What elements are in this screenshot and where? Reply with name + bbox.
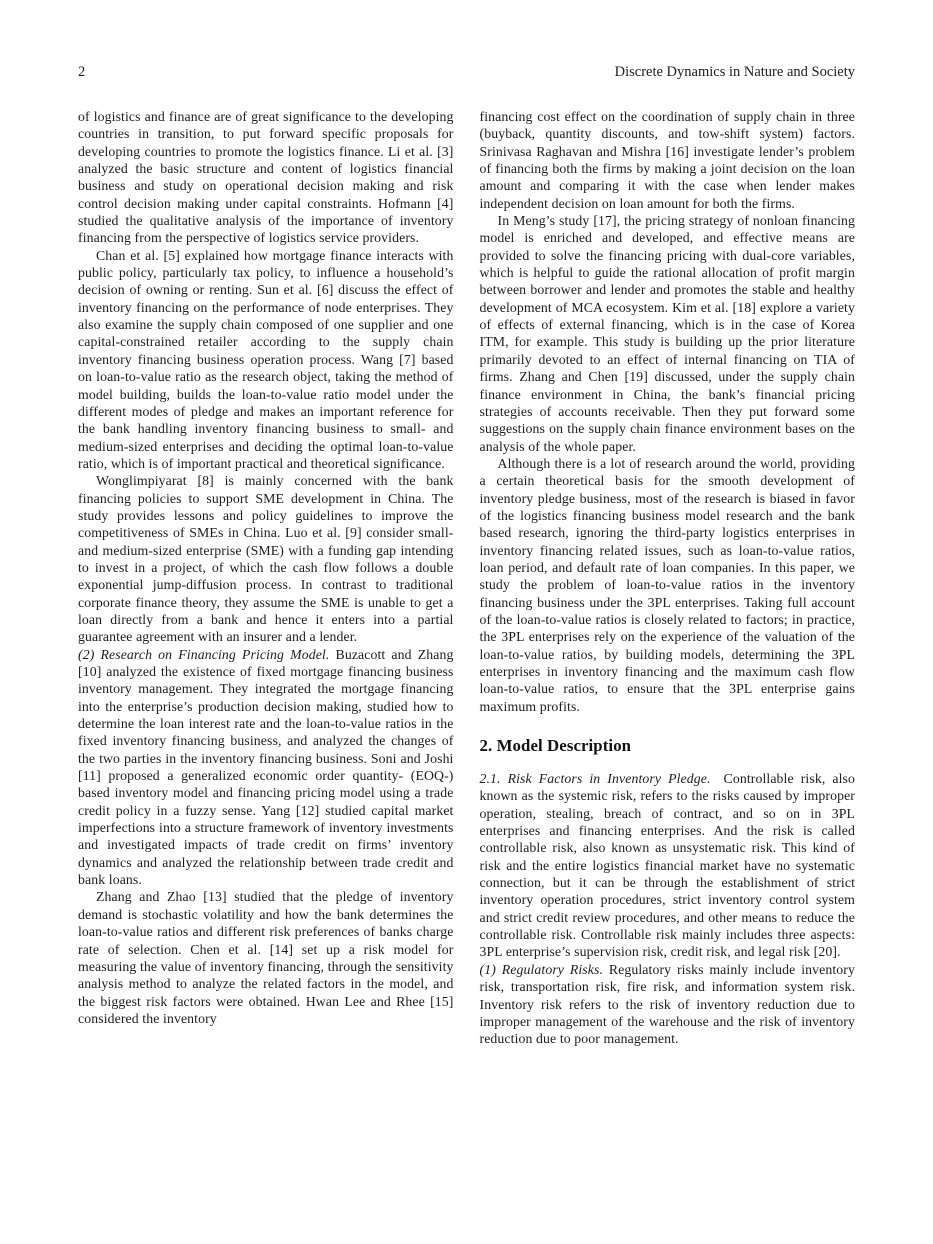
two-column-body — [78, 108, 855, 1048]
paragraph — [480, 770, 856, 961]
paragraph: Although there is a lot of research around the world, providing a certain theoretical basis for the smooth development of inventory pledge business, most of the research is biased in favor of the logistics financing business model research and the bank based research, ignoring the third-party logistics enterprises in inventory financing related issues, such as loan-to-value ratios, loan period, and default rate of loan companies. In this paper, we study the problem of loan-to-value ratios in the inventory financing business under the 3PL enterprises. Taking full account of the loan-to-value ratios is closely related to factors; in practice, the 3PL enterprises rely on the experience of the valuation of the loan-to-value ratios, by building models, determining the 3PL enterprises in inventory financing and the maximum cash flow loan-to-value ratios, to ensure that the 3PL enterprise gains maximum profits. — [479, 455, 855, 714]
paragraph: In Meng’s study [17], the pricing strategy of nonloan financing model is enriched and developed, and effective means are provided to solve the financing pricing with dual-core variables, which is helpful to guide the rational allocation of profit margin between borrower and lender and promotes the stable and healthy development of MCA ecosystem. Kim et al. [18] explore a variety of effects of external financing, which is in the case of Korea ITM, for example. This study is building up the prior literature primarily devoted to an effect of internal financing on TIA of firms. Zhang and Chen [19] discussed, under the supply chain finance environment in China, the bank’s financial pricing strategies of accounts receivable. Then they put forward some suggestions on the supply chain finance environment bases on the analysis of the whole paper. — [479, 213, 855, 454]
paragraph: Wonglimpiyarat [8] is mainly concerned with the bank financing policies to support SME development in China. The study provides lessons and policy guidelines to improve the competitiveness of SMEs in China. Luo et al. [9] consider small- and medium-sized enterprise (SME) with a funding gap intending to invest in a project, of which the cash flow follows a double exponential jump-diffusion process. In contrast to traditional corporate finance theory, they assume the SME is unable to get a loan directly from a bank and hence it enters into a partial guarantee agreement with an insurer and a lender. — [78, 473, 454, 645]
left-column — [78, 108, 454, 1048]
paragraph: financing cost effect on the coordination of supply chain in three (buyback, quantity discounts, and tow-shift system) factors. Srinivasa Raghavan and Mishra [16] investigate lender’s problem of financing both the firms by making a joint decision on the loan amount and comparing it with the case when lender makes independent decision on loan amount for both the firms. — [479, 109, 855, 211]
paragraph-body: Regulatory risks mainly include inventory risk, transportation risk, fire risk, and information system risk. Inventory risk refers to the risk of inventory reduction due to improper management of the warehouse and the risk of inventory reduction due to poor management. — [479, 961, 855, 1047]
right-column — [480, 108, 856, 1048]
paragraph — [480, 961, 856, 1048]
paragraph: of logistics and finance are of great significance to the developing countries in transition, to put forward specific proposals for developing countries to promote the logistics finance. Li et al. [3] analyzed the basic structure and content of logistics financial business and study on operational decision making and risk control decision making under capital constraints. Hofmann [4] studied the qualitative analysis of the importance of inventory financing from the perspective of logistics service providers. — [78, 109, 454, 246]
page-header — [78, 64, 855, 80]
paragraph-body: Controllable risk, also known as the systemic risk, refers to the risks caused by improper operation, stealing, breach of contract, and so on in 3PL enterprises and financing enterprises. And the risk is called controllable risk, also known as unsystematic risk. This kind of risk and the entire logistics financial market have no systematic connection, but it can be through the establishment of strict inventory operation procedures, strict inventory control system and strict credit review procedures, and other means to reduce the controllable risk. Controllable risk mainly includes three aspects: 3PL enterprise’s supervision risk, credit risk, and legal risk [20]. — [479, 771, 855, 960]
paragraph-lead: (1) Regulatory Risks. — [479, 961, 604, 977]
subsection-lead: 2.1. Risk Factors in Inventory Pledge. — [479, 771, 711, 787]
section-heading: 2. Model Description — [479, 736, 632, 756]
paragraph-lead: (2) Research on Financing Pricing Model. — [78, 646, 330, 662]
page-number: 2 — [78, 64, 86, 80]
paragraph-body: Buzacott and Zhang [10] analyzed the existence of fixed mortgage financing business inventory management. They integrated the mortgage financing into the enterprise’s production decision making, studied how to determine the loan interest rate and the loan-to-value ratios in the fixed inventory financing business, and analyzed the changes of the two parties in the inventory financing business. Soni and Joshi [11] proposed a generalized economic order quantity- (EOQ-) based inventory model and financing pricing model using a trade credit policy in a fuzzy sense. Yang [12] studied capital market imperfections into a structure framework of inventory investments and investigated impacts of trade credit on firms’ inventory dynamics and analyzed the relationship between trade credit and bank loans. — [78, 646, 454, 888]
paragraph — [78, 646, 454, 889]
paragraph: Zhang and Zhao [13] studied that the pledge of inventory demand is stochastic volatility and how the bank determines the loan-to-value ratios and different risk preferences of banks charge rate of selection. Chen et al. [14] set up a risk model for measuring the value of inventory financing, through the sensitivity analysis method to analyze the related factors in the model, and the biggest risk factors were obtained. Hwan Lee and Rhee [15] considered the inventory — [78, 889, 454, 1026]
running-title: Discrete Dynamics in Nature and Society — [614, 64, 855, 80]
paragraph: Chan et al. [5] explained how mortgage finance interacts with public policy, particularly tax policy, to influence a household’s decision of owning or renting. Sun et al. [6] discuss the effect of inventory financing on the performance of node enterprises. They also examine the supply chain composed of one supplier and one capital-constrained retailer according to the supply chain inventory financing business operation process. Wang [7] based on loan-to-value ratio as the research object, taking the method of model building, builds the loan-to-value ratio model under the different modes of pledge and makes an important reference for the bank handling inventory financing business to small- and medium-sized enterprises and deciding the optimal loan-to-value ratio, which is of important practical and theoretical significance. — [78, 247, 454, 471]
